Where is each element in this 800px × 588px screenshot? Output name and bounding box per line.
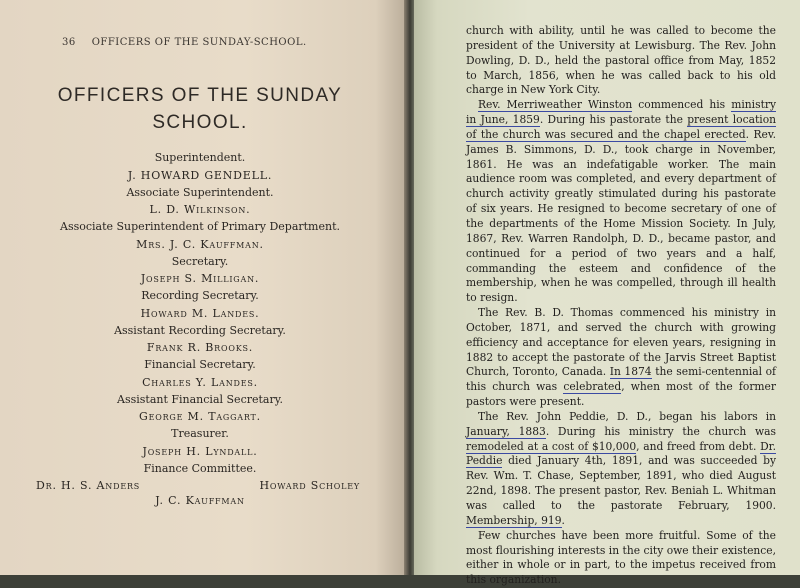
office-name: Howard M. Landes. [140,306,260,320]
text-run: the semi-centennial of this church was [466,365,776,394]
text-run: , and freed from debt. [636,439,761,453]
office-name: J. HOWARD GENDELL. [127,168,273,182]
page-number: 36 [62,37,76,48]
text-run: . [561,513,565,527]
text-run: . During his pastorate the [539,113,688,127]
page-title-line-2: SCHOOL. [152,112,248,133]
paragraph [466,24,776,98]
officers-list [36,150,360,509]
text-run: The Rev. B. D. Thomas commenced his ministry in October, 1871, and served the church with growing efficiency and acceptance for eleven years, resigning in 1882 to accept the pastorate of the Jarvis Street Baptist Church, Toronto, Canada. [466,306,776,379]
office-name: L. D. Wilkinson. [149,203,251,216]
office-role: Associate Superintendent. [126,185,274,199]
office-recording-secretary [48,288,352,322]
underlined-text: ministry in June, 1859 [466,98,777,127]
office-role: Assistant Recording Secretary. [114,323,286,337]
text-run: died January 4th, 1891, and was succeeded by Rev. Wm. T. Chase, September, 1891, who died August 22nd, 1898. The present pastor, Rev. Beniah L. Whitman was called to the pastorate February, 1900. [466,454,776,512]
office-name: Dr. H. S. Anders [36,479,141,492]
running-head-title: OFFICERS OF THE SUNDAY-SCHOOL. [91,37,307,48]
office-finance-committee [36,461,360,509]
office-role: Treasurer. [171,427,229,440]
underlined-text: January, 1883 [466,424,546,438]
office-name: J. C. Kauffman [155,494,245,507]
office-role: Finance Committee. [143,461,257,475]
office-role: Superintendent. [154,151,246,164]
page-title [40,82,360,136]
office-name: Joseph H. Lyndall. [142,444,258,458]
underlined-text: Membership, 919 [466,513,562,527]
underlined-text: Rev. Merriweather Winston [478,98,633,112]
office-role: Assistant Financial Secretary. [117,392,283,406]
paragraph [466,410,776,529]
office-primary-department [48,219,352,253]
underlined-text: Dr. Peddie [466,439,776,468]
office-superintendent [48,150,352,184]
left-page [0,0,408,575]
text-run: , when most of the former pastors were present. [466,380,776,409]
office-role: Financial Secretary. [144,358,256,371]
page-title-line-1: OFFICERS OF THE SUNDAY [57,85,343,106]
text-run: Few churches have been more fruitful. Some of the most flourishing interests in the city owe their existence, either in whole or in part, to the impetus received from this organization. [466,528,776,587]
office-name: George M. Taggart. [139,410,261,423]
underlined-text: present location of the church was secured and the chapel erected [466,113,777,141]
text-run: . Rev. James B. Simmons, D. D., took charge in November, 1861. He was an indefatigable worker. The main audience room was completed, and every department of church activity greatly stimulated during his pastorate of six years. He resigned to become secretary of one of the departments of the Home Mission Society. In July, 1867, Rev. Warren Randolph, D. D., became pastor, and continued for a period of two years and a half, commanding the esteem and confidence of the membership, when he was compelled, through ill health to resign. [466,127,776,305]
office-secretary [48,254,352,288]
paragraph [466,98,776,306]
office-financial-secretary [48,357,352,391]
office-name: Howard Scholey [259,479,360,492]
paragraph [466,306,776,410]
office-assistant-recording-secretary [48,323,352,357]
underlined-text: remodeled at a cost of $10,000 [466,439,637,453]
text-run: commenced his [632,98,732,112]
office-role: Associate Superintendent of Primary Department. [60,220,340,233]
text-run: The Rev. John Peddie, D. D., began his labors in [478,409,776,423]
underlined-text: celebrated [563,380,622,394]
office-treasurer [48,426,352,460]
running-head [62,37,323,48]
office-associate-superintendent [48,185,352,219]
office-name: Charles Y. Landes. [142,375,258,389]
office-name: Mrs. J. C. Kauffman. [136,237,264,251]
finance-committee-names [36,477,364,494]
text-run: . During his ministry the church was [545,424,776,438]
office-role: Recording Secretary. [141,289,259,302]
underlined-text: In 1874 [609,365,652,379]
paragraph [466,529,776,588]
history-text [466,24,776,588]
office-name: Joseph S. Milligan. [140,272,260,285]
office-assistant-financial-secretary [48,392,352,426]
office-name: Frank R. Brooks. [146,341,254,354]
text-run: church with ability, until he was called to become the president of the University at Lewisburg. The Rev. John Dowling, D. D., held the pastoral office from May, 1852 to March, 1856, when he was called back to his old charge in New York City. [466,24,776,97]
office-role: Secretary. [171,254,229,268]
